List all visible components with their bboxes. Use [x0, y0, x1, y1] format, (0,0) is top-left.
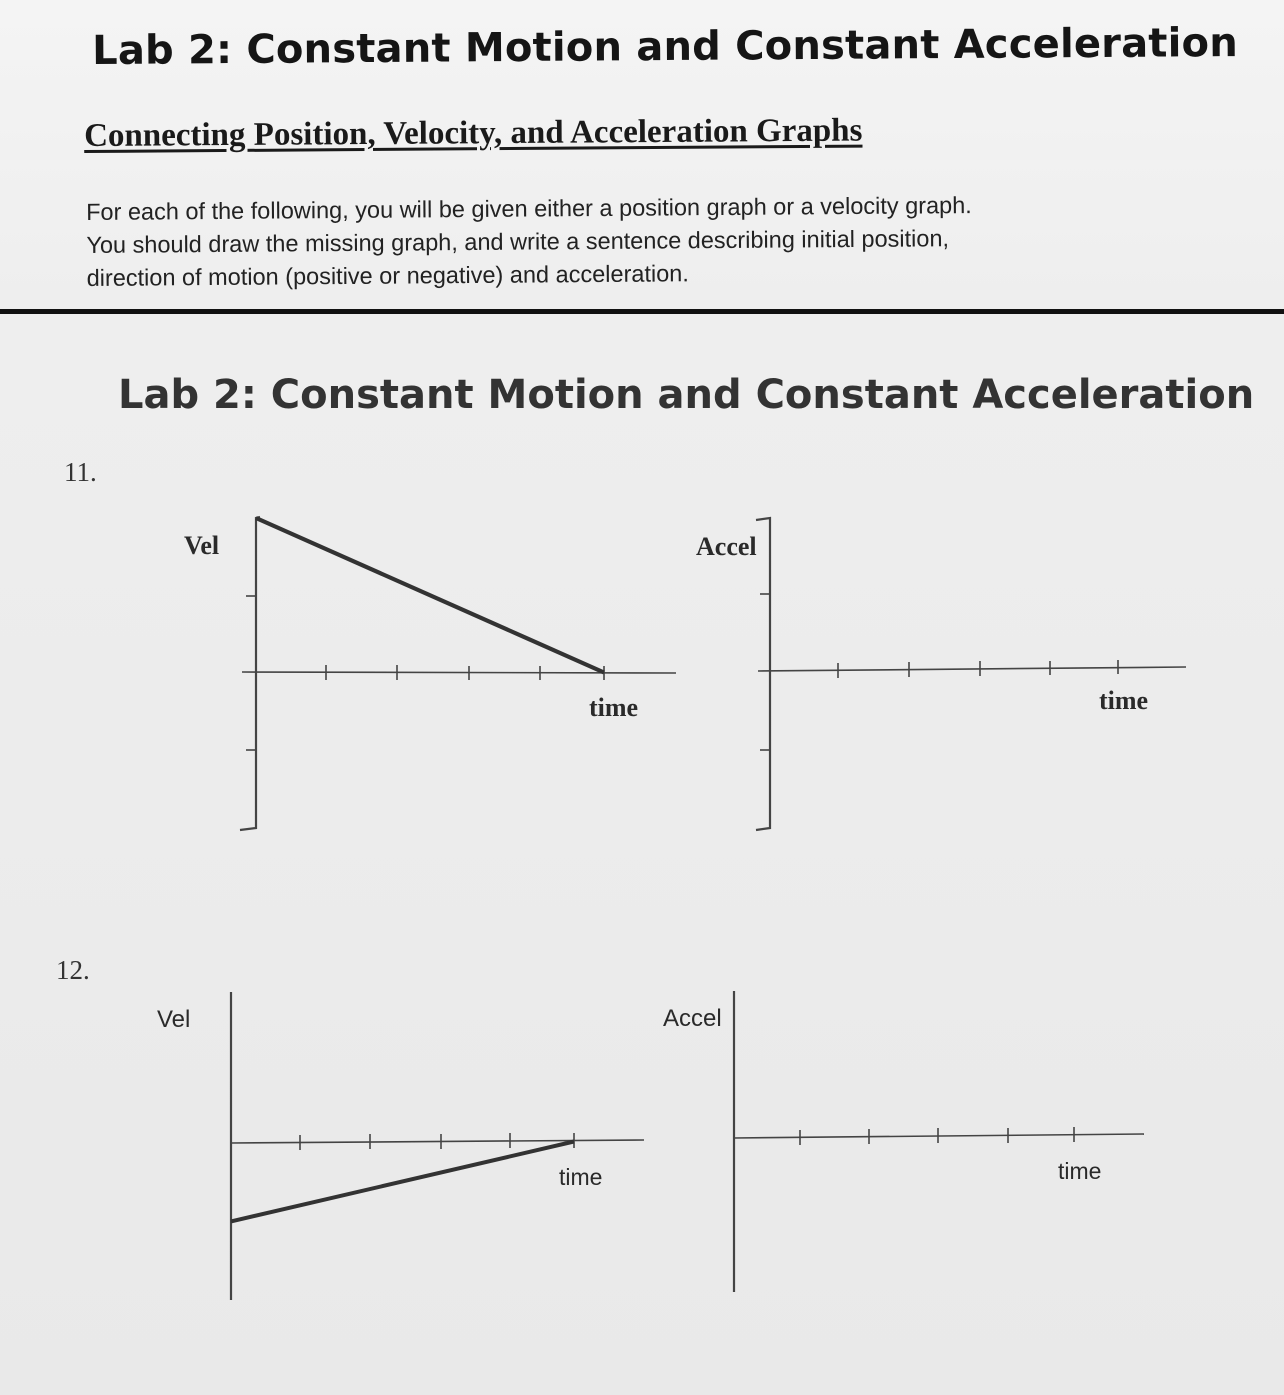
problem-number: 12.	[56, 955, 90, 985]
velocity-graph-12	[157, 992, 644, 1300]
velocity-graph-11	[184, 517, 676, 830]
x-axis	[758, 667, 1186, 671]
lab-title-page2: Lab 2: Constant Motion and Constant Acceleration	[118, 372, 1255, 418]
x-axis-label: time	[1099, 686, 1149, 715]
problem-number: 11.	[64, 457, 97, 487]
x-axis	[242, 672, 676, 673]
x-axis	[734, 1134, 1144, 1138]
y-axis	[240, 517, 260, 830]
x-axis-label: time	[589, 693, 639, 722]
y-axis	[756, 518, 770, 830]
velocity-line	[231, 1142, 574, 1222]
y-axis-label: Vel	[157, 1006, 191, 1033]
instructions-text: For each of the following, you will be given either a position graph or a velocity graph. You should draw the missing graph, and write a sentence describing initial position, direction of motion (positive or negative) and acceleration.	[86, 192, 972, 291]
y-axis-label: Vel	[184, 531, 220, 560]
accel-graph-12	[663, 991, 1144, 1292]
accel-graph-11	[696, 518, 1186, 830]
lab-title: Lab 2: Constant Motion and Constant Acceleration	[92, 20, 1239, 74]
y-axis-label: Accel	[696, 532, 757, 561]
y-axis-label: Accel	[663, 1005, 722, 1032]
velocity-line	[256, 518, 604, 673]
x-axis-label: time	[1058, 1158, 1102, 1184]
x-axis-label: time	[559, 1164, 603, 1190]
x-axis	[231, 1140, 644, 1143]
section-subtitle: Connecting Position, Velocity, and Acceleration Graphs	[84, 112, 863, 154]
